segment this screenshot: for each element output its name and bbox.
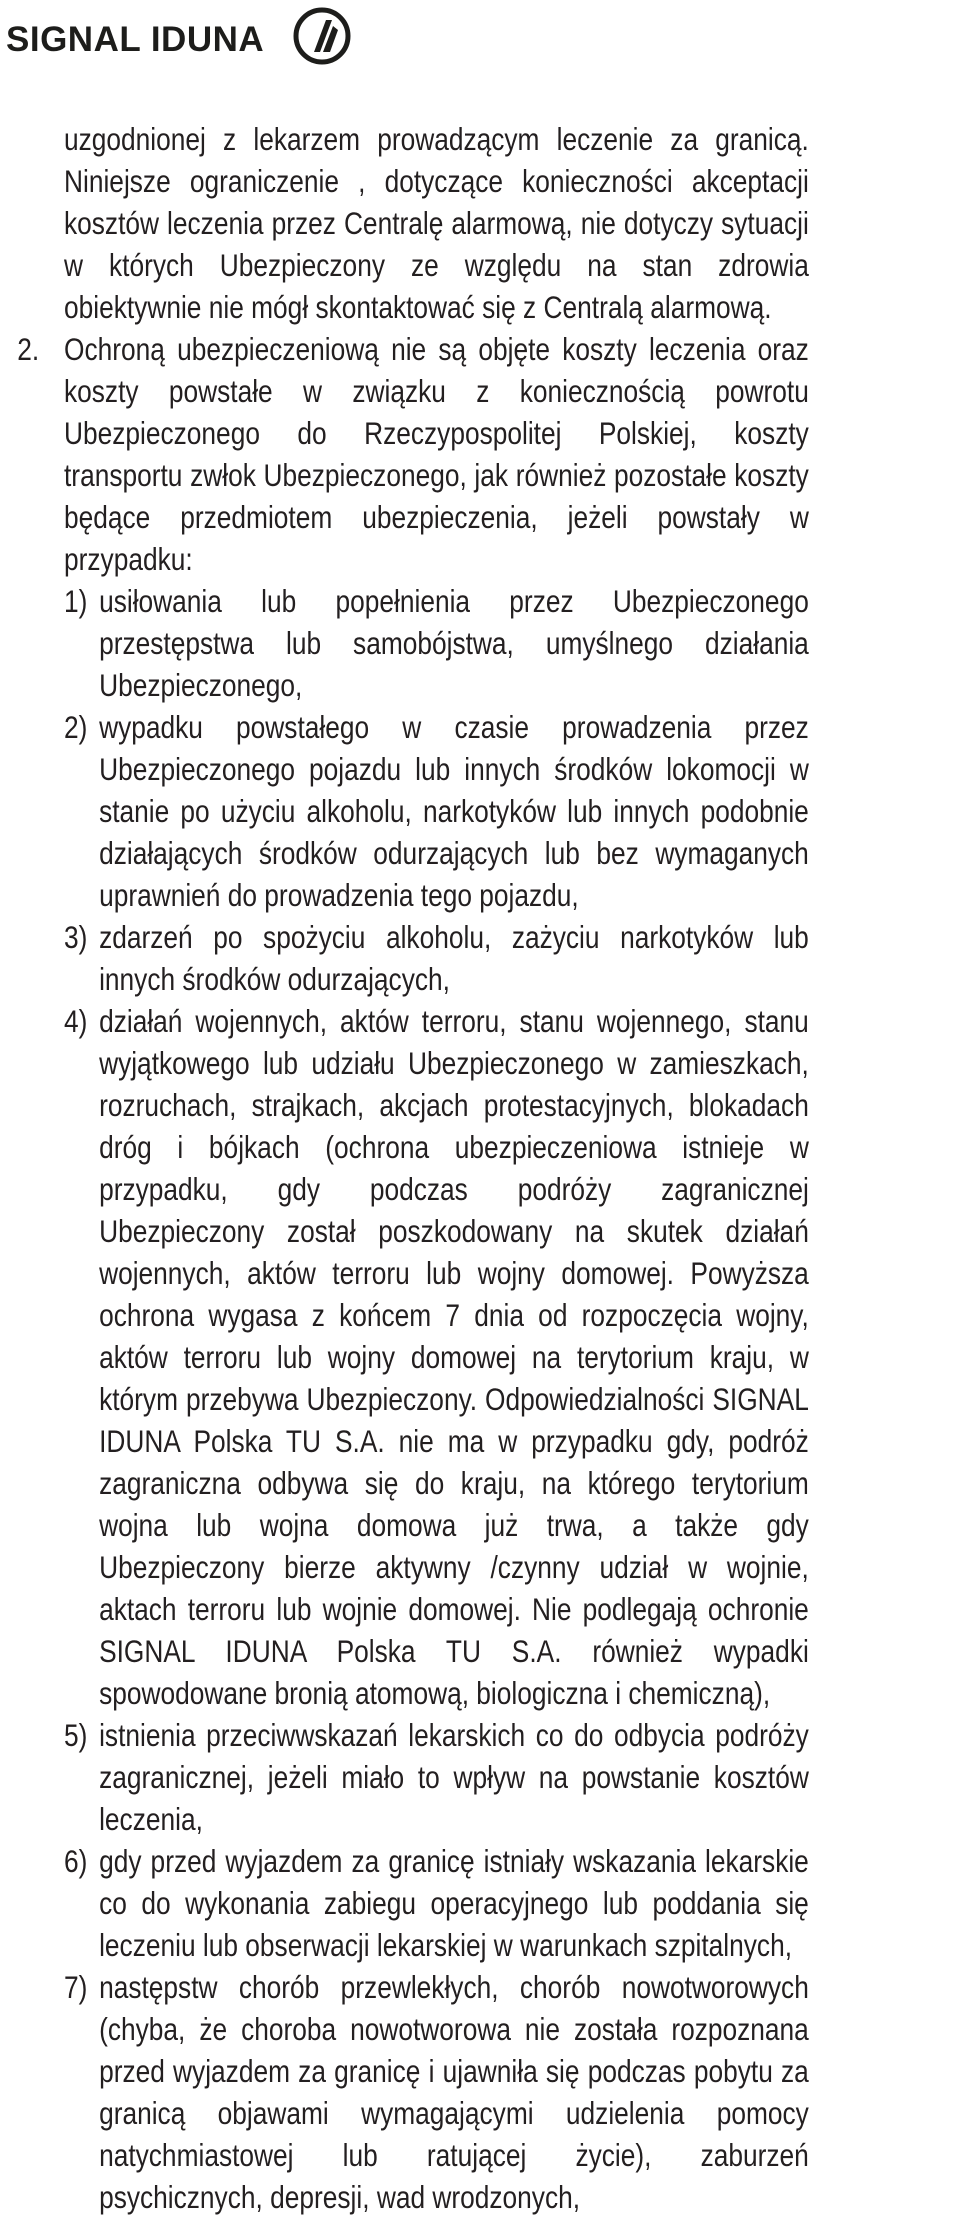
list-item — [64, 1714, 809, 1840]
signal-iduna-logo-icon — [292, 6, 352, 66]
list-item-text: wypadku powstałego w czasie prowadzenia przez Ubezpieczonego pojazdu lub innych środków lokomocji w stanie po użyciu alkoholu, narkotyków lub innych podobnie działających środków odurzających lub bez wymaganych uprawnień do prowadzenia tego pojazdu, — [99, 709, 809, 913]
exclusions-list — [64, 580, 809, 2218]
list-item-number: 6) — [64, 1843, 88, 1879]
list-item-text: zdarzeń po spożyciu alkoholu, zażyciu narkotyków lub innych środków odurzających, — [99, 919, 809, 997]
list-item-number: 1) — [64, 583, 88, 619]
list-item — [64, 706, 809, 916]
list-item-number: 4) — [64, 1003, 88, 1039]
list-item — [64, 1840, 809, 1966]
list-item-number: 2) — [64, 709, 88, 745]
list-item — [64, 1966, 809, 2218]
list-item-text: następstw chorób przewlekłych, chorób nowotworowych (chyba, że choroba nowotworowa nie została rozpoznana przed wyjazdem za granicę i ujawniła się podczas pobytu za granicą objawami wymagającymi udzielenia pomocy natychmiastowej lub ratującej życie), zaburzeń psychicznych, depresji, wad wrodzonych, — [99, 1969, 809, 2215]
section-2-text: Ochroną ubezpieczeniową nie są objęte koszty leczenia oraz koszty powstałe w związku z koniecznością powrotu Ubezpieczonego do Rzeczypospolitej Polskiej, koszty transportu zwłok Ubezpieczonego, jak również pozostałe koszty będące przedmiotem ubezpieczenia, jeżeli powstały w przypadku: — [64, 331, 809, 577]
section-2-paragraph — [17, 328, 809, 580]
list-item — [64, 1000, 809, 1714]
list-item-text: istnienia przeciwwskazań lekarskich co do odbycia podróży zagranicznej, jeżeli miało to wpływ na powstanie kosztów leczenia, — [99, 1717, 809, 1837]
list-item-number: 3) — [64, 919, 88, 955]
document-body — [17, 118, 809, 2218]
list-item-text: gdy przed wyjazdem za granicę istniały wskazania lekarskie co do wykonania zabiegu operacyjnego lub poddania się leczeniu lub obserwacji lekarskiej w warunkach szpitalnych, — [99, 1843, 809, 1963]
list-item-text: usiłowania lub popełnienia przez Ubezpieczonego przestępstwa lub samobójstwa, umyślnego działania Ubezpieczonego, — [99, 583, 809, 703]
intro-paragraph: uzgodnionej z lekarzem prowadzącym leczenie za granicą. Niniejsze ograniczenie , dotyczące konieczności akceptacji kosztów leczenia przez Centralę alarmową, nie dotyczy sytuacji w których Ubezpieczony ze względu na stan zdrowia obiektywnie nie mógł skontaktować się z Centralą alarmową. — [64, 121, 809, 325]
brand-name: SIGNAL IDUNA — [6, 20, 265, 59]
list-item — [64, 580, 809, 706]
list-item-number: 5) — [64, 1717, 88, 1753]
list-item-number: 7) — [64, 1969, 88, 2005]
list-item-text: działań wojennych, aktów terroru, stanu wojennego, stanu wyjątkowego lub udziału Ubezpieczonego w zamieszkach, rozruchach, strajkach, akcjach protestacyjnych, blokadach dróg i bójkach (ochrona ubezpieczeniowa istnieje w przypadku, gdy podczas podróży zagranicznej Ubezpieczony został poszkodowany na skutek działań wojennych, aktów terroru lub wojny domowej. Powyższa ochrona wygasa z końcem 7 dnia od rozpoczęcia wojny, aktów terroru lub wojny domowej na terytorium kraju, w którym przebywa Ubezpieczony. Odpowiedzialności SIGNAL IDUNA Polska TU S.A. nie ma w przypadku gdy, podróż zagraniczna odbywa się do kraju, na którego terytorium wojna lub wojna domowa już trwa, a także gdy Ubezpieczony bierze aktywny /czynny udział w wojnie, aktach terroru lub wojnie domowej. Nie podlegają ochronie SIGNAL IDUNA Polska TU S.A. również wypadki spowodowane bronią atomową, biologiczna i chemiczną), — [99, 1003, 809, 1711]
section-number: 2. — [17, 331, 40, 367]
list-item — [64, 916, 809, 1000]
page-header — [0, 0, 960, 110]
